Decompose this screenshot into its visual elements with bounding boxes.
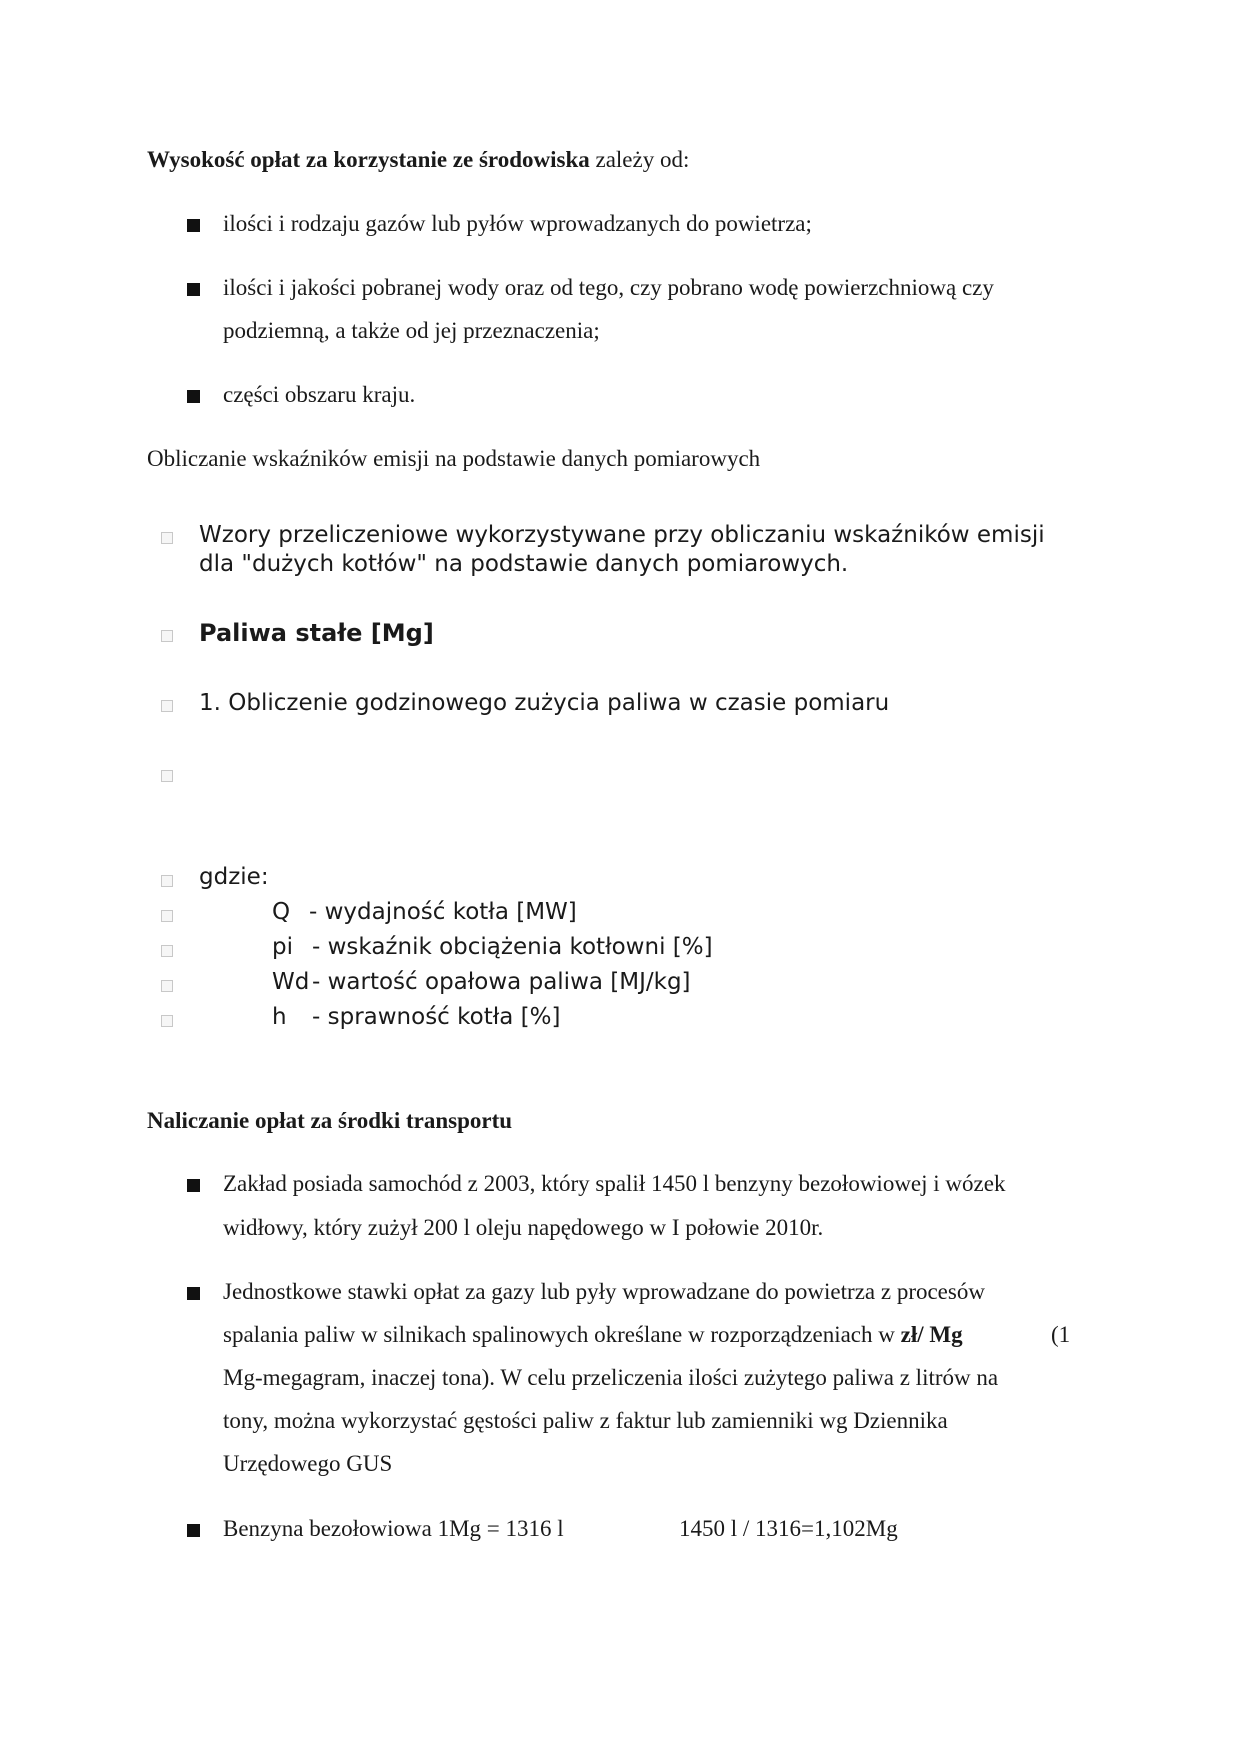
definition-symbol: pi (272, 934, 293, 960)
slide-bullet-icon (161, 630, 173, 642)
definition-symbol: Q (272, 899, 291, 925)
section3-bullet-1-line1: Zakład posiada samochód z 2003, który spalił 1450 l benzyny bezołowiowej i wózek (223, 1171, 1006, 1196)
section3-bullet-3-right: 1450 l / 1316=1,102Mg (679, 1516, 898, 1541)
section3-bullet-2-line2 (223, 1322, 963, 1348)
bullet-square-icon (187, 219, 200, 232)
definition-text: - sprawność kotła [%] (312, 1004, 561, 1030)
bullet-square-icon (187, 1179, 200, 1192)
definition-symbol: h (272, 1004, 287, 1030)
bullet-square-icon (187, 1524, 200, 1537)
slide-bullet-icon (161, 532, 173, 544)
section1-heading (147, 147, 689, 173)
definition-text: - wartość opałowa paliwa [MJ/kg] (312, 969, 691, 995)
slide-bullet-icon (161, 1015, 173, 1027)
section3-bullet-1-line2: widłowy, który zużył 200 l oleju napędowego w I połowie 2010r. (223, 1215, 824, 1240)
section3-bullet-3-left: Benzyna bezołowiowa 1Mg = 1316 l (223, 1516, 564, 1541)
where-label: gdzie: (199, 864, 269, 890)
section1-bullet-2-line2: podziemną, a także od jej przeznaczenia; (223, 318, 600, 343)
definition-text: - wskaźnik obciążenia kotłowni [%] (312, 934, 713, 960)
section1-heading-rest: zależy od: (589, 147, 690, 172)
slide-item-fuels: Paliwa stałe [Mg] (199, 619, 434, 647)
section3-bullet-2-line5: Urzędowego GUS (223, 1451, 393, 1476)
slide-item-calculation: 1. Obliczenie godzinowego zużycia paliwa w czasie pomiaru (199, 690, 890, 716)
bullet-square-icon (187, 283, 200, 296)
section3-unit-bold: zł/ Mg (900, 1322, 963, 1347)
bullet-square-icon (187, 1287, 200, 1300)
slide-item-1-line2: dla "dużych kotłów" na podstawie danych pomiarowych. (199, 551, 849, 577)
bullet-square-icon (187, 390, 200, 403)
section3-bullet-2-line1: Jednostkowe stawki opłat za gazy lub pyły wprowadzane do powietrza z procesów (223, 1279, 985, 1304)
slide-item-1-line1: Wzory przeliczeniowe wykorzystywane przy obliczaniu wskaźników emisji (199, 522, 1045, 548)
section2-title: Obliczanie wskaźników emisji na podstawie danych pomiarowych (147, 446, 761, 471)
section1-heading-bold: Wysokość opłat za korzystanie ze środowiska (147, 147, 590, 172)
slide-bullet-icon (161, 700, 173, 712)
slide-bullet-icon (161, 945, 173, 957)
slide-bullet-icon (161, 910, 173, 922)
slide-bullet-icon (161, 980, 173, 992)
definition-symbol: Wd (272, 969, 310, 995)
section3-bullet-2-line3: Mg-megagram, inaczej tona). W celu przeliczenia ilości zużytego paliwa z litrów na (223, 1365, 999, 1390)
section1-bullet-2-line1: ilości i jakości pobranej wody oraz od tego, czy pobrano wodę powierzchniową czy (223, 275, 994, 300)
section3-bullet-2-line2-start: spalania paliw w silnikach spalinowych określane w rozporządzeniach w (223, 1322, 901, 1347)
definition-text: - wydajność kotła [MW] (309, 899, 577, 925)
section1-bullet-3: części obszaru kraju. (223, 382, 416, 407)
slide-bullet-icon (161, 875, 173, 887)
section3-heading: Naliczanie opłat za środki transportu (147, 1108, 513, 1133)
section3-bullet-2-line2-end: (1 (1051, 1322, 1071, 1347)
section3-bullet-2-line4: tony, można wykorzystać gęstości paliw z faktur lub zamienniki wg Dziennika (223, 1408, 948, 1433)
slide-bullet-icon (161, 770, 173, 782)
section1-bullet-1: ilości i rodzaju gazów lub pyłów wprowadzanych do powietrza; (223, 211, 812, 236)
